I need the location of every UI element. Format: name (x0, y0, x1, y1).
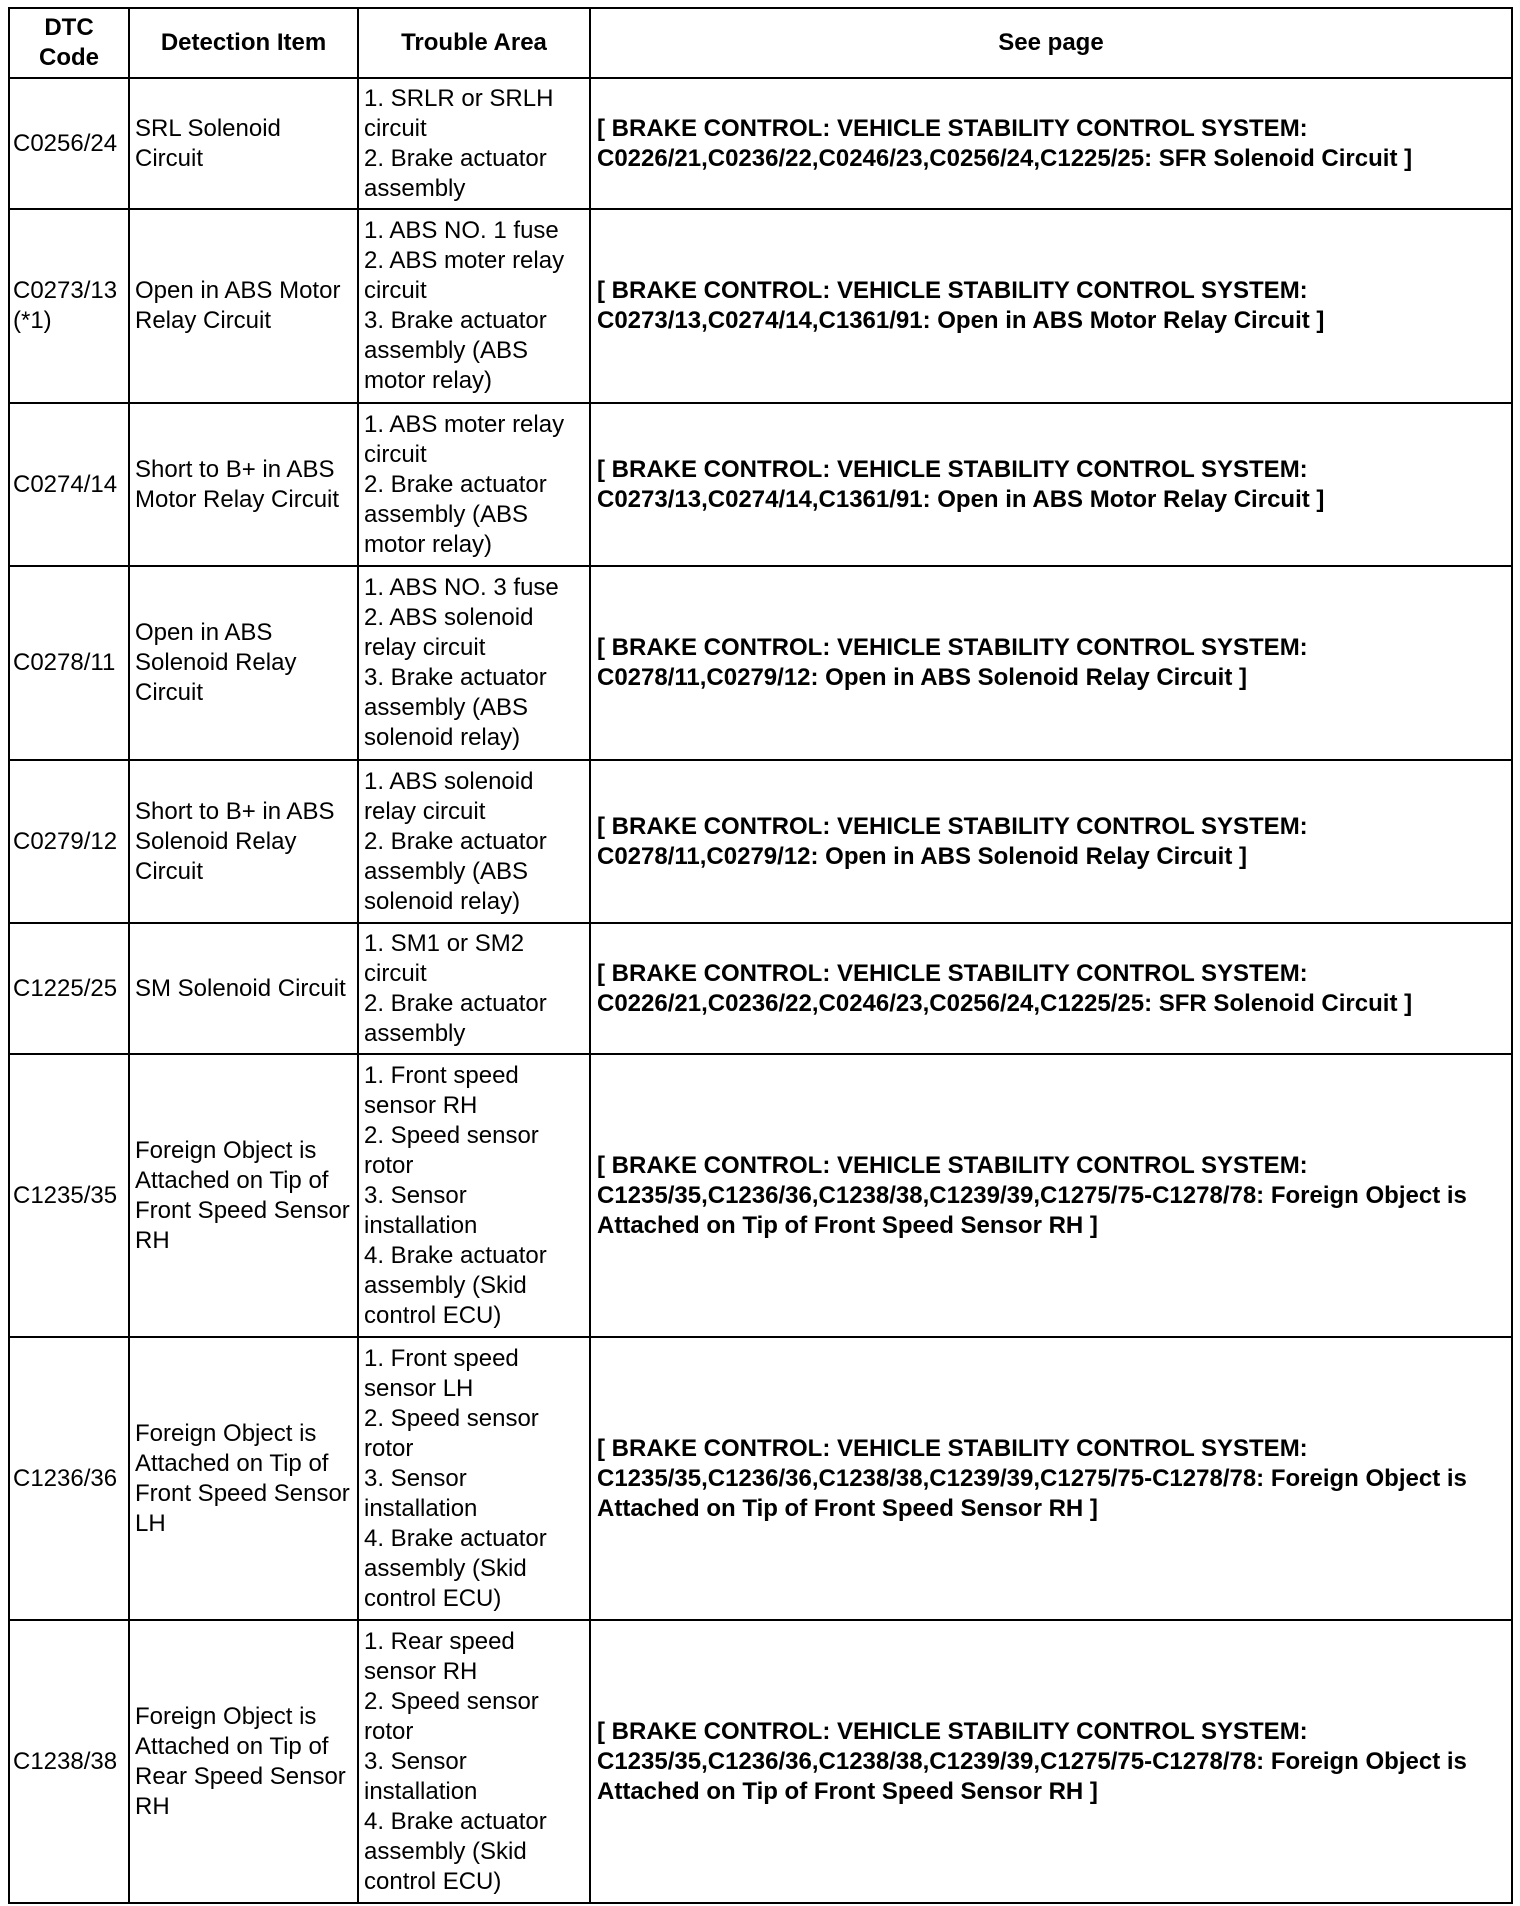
table-row (9, 78, 1512, 209)
dtc-table (8, 7, 1513, 1904)
trouble-area-line: 2. Brake actuator assembly (ABS motor relay) (364, 470, 547, 558)
see-page-link[interactable]: [ BRAKE CONTROL: VEHICLE STABILITY CONTROL SYSTEM: C1235/35,C1236/36,C1238/38,C1239/39,C1275/75-C1278/78: Foreign Object is Attached on Tip of Front Speed Sensor RH ] (590, 1054, 1512, 1337)
see-page-link[interactable]: [ BRAKE CONTROL: VEHICLE STABILITY CONTROL SYSTEM: C0273/13,C0274/14,C1361/91: Open in ABS Motor Relay Circuit ] (590, 403, 1512, 566)
detection-item-cell: Open in ABS Motor Relay Circuit (129, 209, 358, 403)
trouble-area-line: 1. ABS moter relay circuit (364, 410, 565, 468)
trouble-area-line: 1. Rear speed sensor RH (364, 1627, 515, 1685)
dtc-code-cell: C1236/36 (9, 1337, 129, 1620)
trouble-area-cell (358, 1337, 590, 1620)
trouble-area-line: 1. SM1 or SM2 circuit (364, 929, 525, 987)
trouble-area-line: 1. ABS NO. 1 fuse (364, 217, 559, 244)
trouble-area-line: 2. Speed sensor rotor (364, 1687, 539, 1745)
dtc-code-cell: C0278/11 (9, 566, 129, 760)
dtc-code-cell: C0279/12 (9, 760, 129, 923)
table-row (9, 760, 1512, 923)
detection-item-cell: Short to B+ in ABS Solenoid Relay Circuit (129, 760, 358, 923)
see-page-link[interactable]: [ BRAKE CONTROL: VEHICLE STABILITY CONTROL SYSTEM: C0278/11,C0279/12: Open in ABS Solenoid Relay Circuit ] (590, 760, 1512, 923)
see-page-link[interactable]: [ BRAKE CONTROL: VEHICLE STABILITY CONTROL SYSTEM: C0226/21,C0236/22,C0246/23,C0256/24,C1225/25: SFR Solenoid Circuit ] (590, 78, 1512, 209)
trouble-area-line: 3. Sensor installation (364, 1747, 478, 1805)
table-row (9, 209, 1512, 403)
trouble-area-line: 1. Front speed sensor LH (364, 1344, 519, 1402)
trouble-area-line: 2. Brake actuator assembly (364, 989, 547, 1047)
trouble-area-cell (358, 566, 590, 760)
dtc-code-cell: C1235/35 (9, 1054, 129, 1337)
dtc-code-cell: C0274/14 (9, 403, 129, 566)
detection-item-cell: SRL Solenoid Circuit (129, 78, 358, 209)
trouble-area-cell (358, 923, 590, 1054)
header-row (9, 8, 1512, 78)
dtc-code-cell: C1238/38 (9, 1620, 129, 1903)
detection-item-cell: SM Solenoid Circuit (129, 923, 358, 1054)
table-row (9, 923, 1512, 1054)
trouble-area-line: 3. Sensor installation (364, 1181, 478, 1239)
dtc-code-cell: C1225/25 (9, 923, 129, 1054)
trouble-area-line: 1. Front speed sensor RH (364, 1061, 519, 1119)
detection-item-cell: Foreign Object is Attached on Tip of Rear Speed Sensor RH (129, 1620, 358, 1903)
detection-item-cell: Foreign Object is Attached on Tip of Front Speed Sensor LH (129, 1337, 358, 1620)
trouble-area-line: 3. Brake actuator assembly (ABS solenoid relay) (364, 664, 547, 751)
header-see-page: See page (590, 8, 1512, 78)
see-page-link[interactable]: [ BRAKE CONTROL: VEHICLE STABILITY CONTROL SYSTEM: C0278/11,C0279/12: Open in ABS Solenoid Relay Circuit ] (590, 566, 1512, 760)
trouble-area-line: 2. Speed sensor rotor (364, 1121, 539, 1179)
trouble-area-cell (358, 209, 590, 403)
trouble-area-line: 2. ABS moter relay circuit (364, 247, 565, 304)
trouble-area-cell (358, 78, 590, 209)
header-dtc-code: DTC Code (9, 8, 129, 78)
detection-item-cell: Short to B+ in ABS Motor Relay Circuit (129, 403, 358, 566)
table-row (9, 1620, 1512, 1903)
trouble-area-line: 2. Brake actuator assembly (ABS solenoid relay) (364, 827, 547, 915)
trouble-area-line: 4. Brake actuator assembly (Skid control ECU) (364, 1807, 547, 1895)
trouble-area-line: 1. ABS solenoid relay circuit (364, 767, 534, 825)
see-page-link[interactable]: [ BRAKE CONTROL: VEHICLE STABILITY CONTROL SYSTEM: C0273/13,C0274/14,C1361/91: Open in ABS Motor Relay Circuit ] (590, 209, 1512, 403)
table-row (9, 403, 1512, 566)
trouble-area-line: 3. Sensor installation (364, 1464, 478, 1522)
trouble-area-line: 1. ABS NO. 3 fuse (364, 574, 559, 601)
see-page-link[interactable]: [ BRAKE CONTROL: VEHICLE STABILITY CONTROL SYSTEM: C1235/35,C1236/36,C1238/38,C1239/39,C1275/75-C1278/78: Foreign Object is Attached on Tip of Front Speed Sensor RH ] (590, 1620, 1512, 1903)
trouble-area-cell (358, 760, 590, 923)
detection-item-cell: Foreign Object is Attached on Tip of Front Speed Sensor RH (129, 1054, 358, 1337)
table-row (9, 566, 1512, 760)
dtc-code-cell: C0256/24 (9, 78, 129, 209)
trouble-area-line: 2. ABS solenoid relay circuit (364, 604, 534, 661)
trouble-area-line: 2. Speed sensor rotor (364, 1404, 539, 1462)
trouble-area-cell (358, 1054, 590, 1337)
see-page-link[interactable]: [ BRAKE CONTROL: VEHICLE STABILITY CONTROL SYSTEM: C0226/21,C0236/22,C0246/23,C0256/24,C1225/25: SFR Solenoid Circuit ] (590, 923, 1512, 1054)
trouble-area-line: 4. Brake actuator assembly (Skid control ECU) (364, 1241, 547, 1329)
header-trouble-area: Trouble Area (358, 8, 590, 78)
detection-item-cell: Open in ABS Solenoid Relay Circuit (129, 566, 358, 760)
trouble-area-cell (358, 1620, 590, 1903)
see-page-link[interactable]: [ BRAKE CONTROL: VEHICLE STABILITY CONTROL SYSTEM: C1235/35,C1236/36,C1238/38,C1239/39,C1275/75-C1278/78: Foreign Object is Attached on Tip of Front Speed Sensor RH ] (590, 1337, 1512, 1620)
trouble-area-line: 4. Brake actuator assembly (Skid control ECU) (364, 1524, 547, 1612)
trouble-area-line: 1. SRLR or SRLH circuit (364, 84, 554, 142)
table-row (9, 1054, 1512, 1337)
trouble-area-line: 3. Brake actuator assembly (ABS motor relay) (364, 307, 547, 394)
dtc-code-cell: C0273/13 (*1) (9, 209, 129, 403)
trouble-area-line: 2. Brake actuator assembly (364, 144, 547, 202)
header-detection-item: Detection Item (129, 8, 358, 78)
trouble-area-cell (358, 403, 590, 566)
table-row (9, 1337, 1512, 1620)
